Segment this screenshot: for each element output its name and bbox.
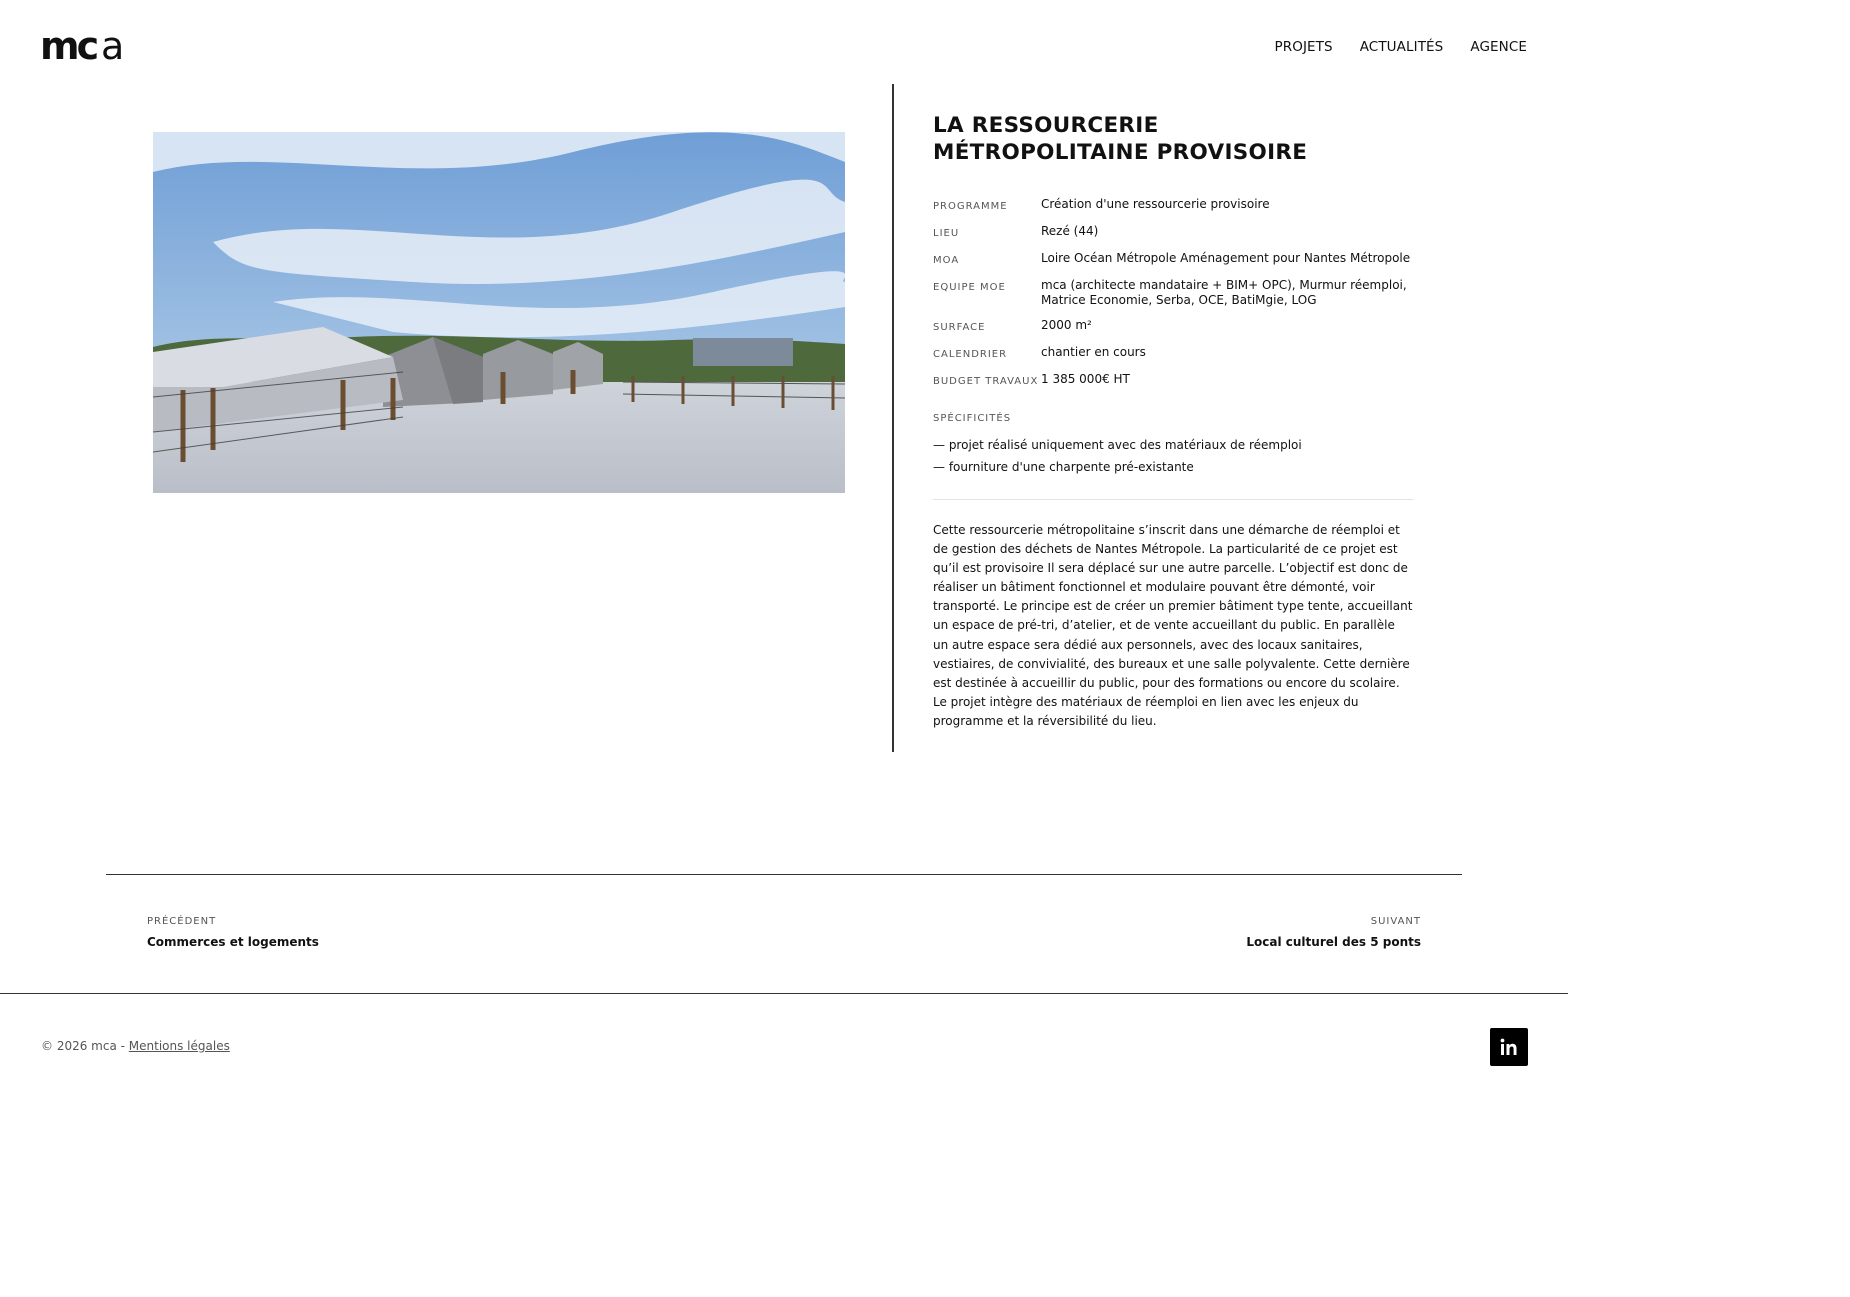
svg-text:mc: mc	[40, 28, 97, 68]
field-label: MOA	[933, 255, 960, 266]
project-info	[933, 112, 1413, 731]
nav-actualites[interactable]: ACTUALITÉS	[1359, 39, 1444, 55]
project-image[interactable]	[153, 132, 845, 493]
field-label: PROGRAMME	[933, 201, 1008, 212]
main-nav	[1275, 39, 1527, 55]
previous-label: PRÉCÉDENT	[147, 916, 217, 927]
nav-agence[interactable]: AGENCE	[1470, 39, 1527, 55]
section-divider	[933, 499, 1413, 500]
project-fields	[933, 197, 1413, 389]
previous-project	[147, 916, 319, 949]
logo[interactable]	[40, 28, 130, 68]
field-value: chantier en cours	[1041, 345, 1146, 359]
field-label: EQUIPE MOE	[933, 282, 1006, 293]
field-value: Rezé (44)	[1041, 224, 1099, 238]
field-calendrier	[933, 345, 1413, 362]
legal-link[interactable]: Mentions légales	[128, 1039, 230, 1053]
project-title: LA RESSOURCERIE MÉTROPOLITAINE PROVISOIRE	[933, 113, 1308, 165]
field-label: SURFACE	[933, 322, 986, 333]
nav-projets[interactable]: PROJETS	[1274, 39, 1333, 55]
specificities-heading: SPÉCIFICITÉS	[933, 413, 1012, 424]
footer-divider	[0, 993, 1568, 994]
field-moa	[933, 251, 1413, 268]
linkedin-button[interactable]	[1490, 1028, 1528, 1066]
previous-project-link[interactable]: Commerces et logements	[147, 935, 319, 949]
field-lieu	[933, 224, 1413, 241]
field-value: mca (architecte mandataire + BIM+ OPC), Murmur réemploi, Matrice Economie, Serba, OCE, BatiMgie, LOG	[1041, 278, 1407, 307]
specificities-list	[933, 438, 1413, 475]
list-item: — fourniture d'une charpente pré-existante	[933, 460, 1194, 474]
field-programme	[933, 197, 1413, 214]
field-value: 2000 m²	[1041, 318, 1092, 332]
next-project-link[interactable]: Local culturel des 5 ponts	[1246, 935, 1421, 949]
svg-text:a: a	[101, 28, 125, 68]
project-description: Cette ressourcerie métropolitaine s’inscrit dans une démarche de réemploi et de gestion des déchets de Nantes Métropole. La particularité de ce projet est qu’il est provisoire Il sera déplacé sur une autre parcelle. L’objectif est donc de réaliser un bâtiment fonctionnel et modulaire pouvant être démonté, voir transporté. Le principe est de créer un premier bâtiment type tente, accueillant un espace de pré-tri, d’atelier, et de vente accueillant du public. En parallèle un autre espace sera dédié aux personnels, avec des locaux sanitaires, vestiaires, de convivialité, des bureaux et une salle polyvalente. Cette dernière est destinée à accueillir du public, pour des formations ou encore du scolaire. Le projet intègre des matériaux de réemploi en lien avec les enjeux du programme et la réversibilité du lieu.	[933, 523, 1413, 728]
next-project	[1246, 916, 1421, 949]
field-label: BUDGET TRAVAUX	[933, 376, 1039, 387]
field-equipe-moe	[933, 278, 1413, 308]
field-value: 1 385 000€ HT	[1041, 372, 1130, 386]
field-label: LIEU	[933, 228, 960, 239]
list-item: — projet réalisé uniquement avec des matériaux de réemploi	[933, 438, 1302, 452]
field-value: Création d'une ressourcerie provisoire	[1041, 197, 1270, 211]
next-label: SUIVANT	[1370, 916, 1421, 927]
vertical-divider	[892, 84, 894, 752]
field-label: CALENDRIER	[933, 349, 1008, 360]
field-budget	[933, 372, 1413, 389]
field-surface	[933, 318, 1413, 335]
copyright	[41, 1039, 230, 1053]
copyright-text: © 2026 mca -	[41, 1039, 129, 1053]
linkedin-icon	[1500, 1038, 1518, 1056]
field-value: Loire Océan Métropole Aménagement pour Nantes Métropole	[1041, 251, 1411, 265]
horizontal-divider	[106, 874, 1462, 875]
